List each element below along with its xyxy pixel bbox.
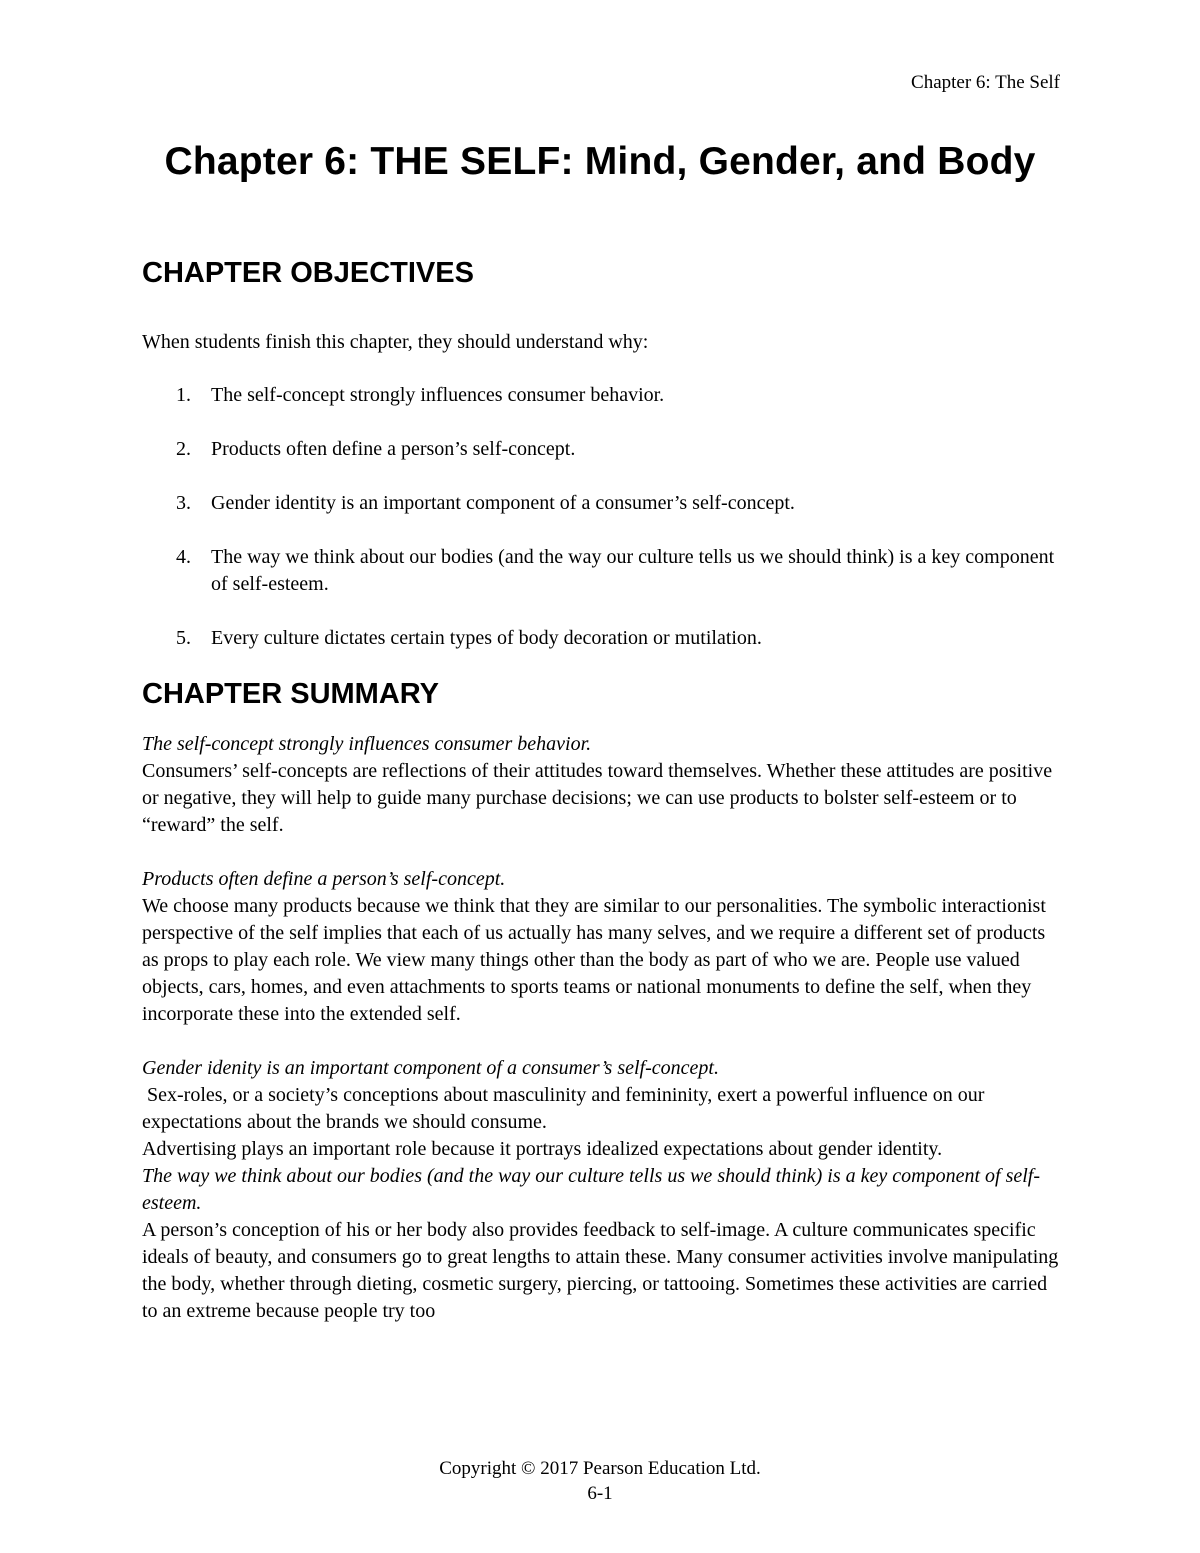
summary-section — [142, 1163, 1062, 1325]
summary-body: Sex-roles, or a society’s conceptions about masculinity and femininity, exert a powerful influence on our expectations about the brands we should consume. — [142, 1084, 990, 1133]
summary-body-continued: Advertising plays an important role because it portrays idealized expectations about gender identity. — [142, 1138, 943, 1160]
running-header: Chapter 6: The Self — [911, 72, 1060, 93]
summary-section — [142, 1055, 1062, 1163]
list-item-text: Gender identity is an important component of a consumer’s self-concept. — [211, 492, 795, 514]
summary-body: Consumers’ self-concepts are reflections of their attitudes toward themselves. Whether these attitudes are positive or negative, they will help to guide many purchase decisions; we can use products to bolster self-esteem or to “reward” the self. — [142, 760, 1053, 836]
list-item-text: Products often define a person’s self-concept. — [211, 438, 576, 460]
summary-body: A person’s conception of his or her body also provides feedback to self-image. A culture communicates specific ideals of beauty, and consumers go to great lengths to attain these. Many consumer activities involve manipulating the body, whether through dieting, cosmetic surgery, piercing, or tattooing. Sometimes these activities are carried to an extreme because people try too — [142, 1219, 1059, 1322]
objectives-list — [142, 382, 1062, 652]
list-item — [142, 625, 1062, 652]
list-item-text: The self-concept strongly influences consumer behavior. — [211, 384, 665, 406]
list-item-number: 1. — [176, 384, 191, 406]
list-item — [142, 436, 1062, 463]
list-item-number: 2. — [176, 438, 191, 460]
summary-heading: CHAPTER SUMMARY — [142, 678, 439, 710]
list-item — [142, 544, 1062, 598]
page-number: 6-1 — [587, 1483, 613, 1504]
list-item-text: Every culture dictates certain types of body decoration or mutilation. — [211, 627, 762, 649]
summary-subheading: The way we think about our bodies (and the way our culture tells us we should think) is a key component of self-esteem. — [142, 1165, 1041, 1214]
summary-body: We choose many products because we think that they are similar to our personalities. The symbolic interactionist perspective of the self implies that each of us actually has many selves, and we require a different set of products as props to play each role. We view many things other than the body as part of who we are. People use valued objects, cars, homes, and even attachments to sports teams or national monuments to define the self, when they incorporate these into the extended self. — [142, 895, 1046, 1025]
list-item-number: 5. — [176, 627, 191, 649]
list-item-number: 3. — [176, 492, 191, 514]
list-item — [142, 382, 1062, 409]
copyright-footer: Copyright © 2017 Pearson Education Ltd. — [439, 1458, 761, 1479]
summary-subheading: Products often define a person’s self-concept. — [142, 868, 506, 890]
summary-section — [142, 731, 1062, 839]
list-item-number: 4. — [176, 546, 191, 568]
list-item-text: The way we think about our bodies (and the way our culture tells us we should think) is a key component of self-esteem. — [211, 546, 1055, 595]
summary-subheading: The self-concept strongly influences consumer behavior. — [142, 733, 592, 755]
objectives-heading: CHAPTER OBJECTIVES — [142, 257, 474, 289]
summary-section — [142, 866, 1062, 1028]
content-body — [142, 254, 1062, 1325]
list-item — [142, 490, 1062, 517]
objectives-intro: When students finish this chapter, they should understand why: — [142, 331, 649, 353]
summary-subheading: Gender idenity is an important component of a consumer’s self-concept. — [142, 1057, 719, 1079]
page-title: Chapter 6: THE SELF: Mind, Gender, and Body — [164, 140, 1036, 183]
